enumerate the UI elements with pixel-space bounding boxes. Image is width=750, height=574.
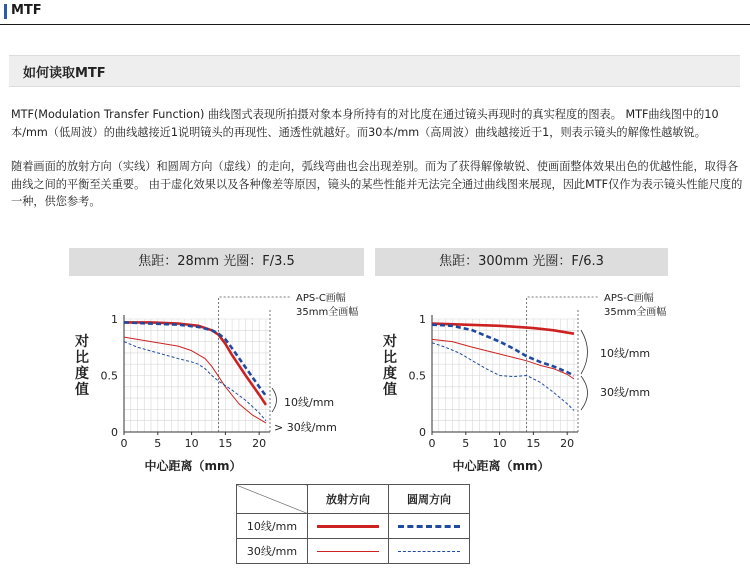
- chart-1-bracket-10: [272, 388, 277, 412]
- chart-2-y-tick-label: 0.5: [408, 369, 426, 383]
- description-paragraph-2: 随着画面的放射方向（实线）和圆周方向（虚线）的走向，弧线弯曲也会出现差别。而为了获得解像敏锐、使画面整体效果出色的优越性能，取得各曲线之间的平衡至关重要。 由于虚化效果以及各种像差等原因，镜头的某些性能并无法完全通过曲线图来展现，因此MTF仅作为表示镜头性能尺度的一种，供您参考。: [11, 160, 743, 208]
- chart-1-y-tick-label: 0.5: [100, 369, 118, 383]
- chart-2-series-10-radial: [432, 324, 574, 334]
- chart-2-ylabel-char: 比: [383, 350, 397, 366]
- chart-2-annotation-apsc: APS-C画幅: [604, 293, 654, 304]
- chart-2-series-30-radial: [432, 339, 574, 379]
- chart-2-xlabel: 中心距离（mm）: [452, 459, 550, 473]
- chart-2-ylabel-char: 对: [383, 334, 397, 350]
- chart-1-xlabel: 中心距离（mm）: [144, 459, 242, 473]
- chart-2-bracket-10: [581, 330, 588, 374]
- chart-2-bracket-30: [581, 376, 588, 410]
- chart-1-x-tick-label: 0: [120, 437, 128, 450]
- legend-row-label-30: 30线/mm: [237, 539, 308, 564]
- chart-2-x-tick-label: 15: [526, 437, 541, 450]
- page-title: MTF: [11, 3, 42, 18]
- chart-1-annotation-apsc: APS-C画幅: [296, 293, 346, 304]
- legend-radial-10-swatch: [308, 514, 389, 539]
- chart-1-annotation-fullframe: 35mm全画幅: [296, 307, 359, 318]
- solid-thick-line-icon: [317, 525, 379, 528]
- chart-2-x-tick-label: 5: [462, 437, 470, 450]
- chart-1-x-tick-label: 15: [218, 437, 233, 450]
- chart-1-series-10-radial: [124, 322, 266, 404]
- chart-1-ylabel-char: 比: [75, 350, 89, 366]
- chart-2-title: 焦距：300mm 光圈：F/6.3: [375, 248, 668, 276]
- chart-1-title: 焦距：28mm 光圈：F/3.5: [69, 248, 364, 276]
- chart-1-series-10-circular: [124, 322, 266, 395]
- legend-radial-30-swatch: [308, 539, 389, 564]
- legend-corner-cell: [237, 485, 308, 514]
- chart-2-y-tick-label: 1: [419, 313, 426, 326]
- chart-1-ylabel-char: 值: [75, 382, 89, 398]
- chart-2-ylabel-char: 度: [383, 366, 397, 382]
- legend-header-circular: 圆周方向: [389, 485, 470, 514]
- description-paragraph-1: MTF(Modulation Transfer Function) 曲线图式表现所拍摄对象本身所持有的对比度在通过镜头再现时的真实程度的图表。 MTF曲线图中的10本/mm（低周波）的曲线越接近1说明镜头的再现性、通透性就越好。而30本/mm（高周波）曲线越接近于1，则表示镜头的解像性越敏锐。: [11, 108, 719, 139]
- dashed-thin-line-icon: [398, 551, 460, 552]
- legend-header-radial: 放射方向: [308, 485, 389, 514]
- chart-2-ylabel-char: 值: [383, 382, 397, 398]
- legend-circular-30-swatch: [389, 539, 470, 564]
- chart-2-x-tick-label: 10: [492, 437, 507, 450]
- solid-thin-line-icon: [317, 551, 379, 552]
- chart-1-group-label-30: > 30线/mm: [274, 421, 337, 434]
- chart-1-ylabel-char: 对: [75, 334, 89, 350]
- chart-2-group-label-30: 30线/mm: [600, 386, 651, 399]
- chart-1-y-tick-label: 1: [111, 313, 118, 326]
- chart-1-group-label-10: 10线/mm: [284, 396, 335, 409]
- dashed-thick-line-icon: [398, 525, 460, 528]
- chart-2-y-tick-label: 0: [419, 426, 426, 439]
- chart-2-x-tick-label: 0: [428, 437, 436, 450]
- legend-table: [236, 484, 470, 564]
- chart-2-group-label-10: 10线/mm: [600, 347, 651, 360]
- chart-1-x-tick-label: 10: [184, 437, 199, 450]
- chart-1-x-tick-label: 20: [252, 437, 267, 450]
- legend-circular-10-swatch: [389, 514, 470, 539]
- chart-2-x-tick-label: 20: [560, 437, 575, 450]
- chart-1-y-tick-label: 0: [111, 426, 118, 439]
- section-heading-text: 如何读取MTF: [23, 66, 106, 81]
- chart-1-series-30-radial: [124, 337, 266, 423]
- legend-row-label-10: 10线/mm: [237, 514, 308, 539]
- chart-1-x-tick-label: 5: [154, 437, 162, 450]
- chart-1-ylabel-char: 度: [75, 366, 89, 382]
- chart-2-annotation-fullframe: 35mm全画幅: [604, 307, 667, 318]
